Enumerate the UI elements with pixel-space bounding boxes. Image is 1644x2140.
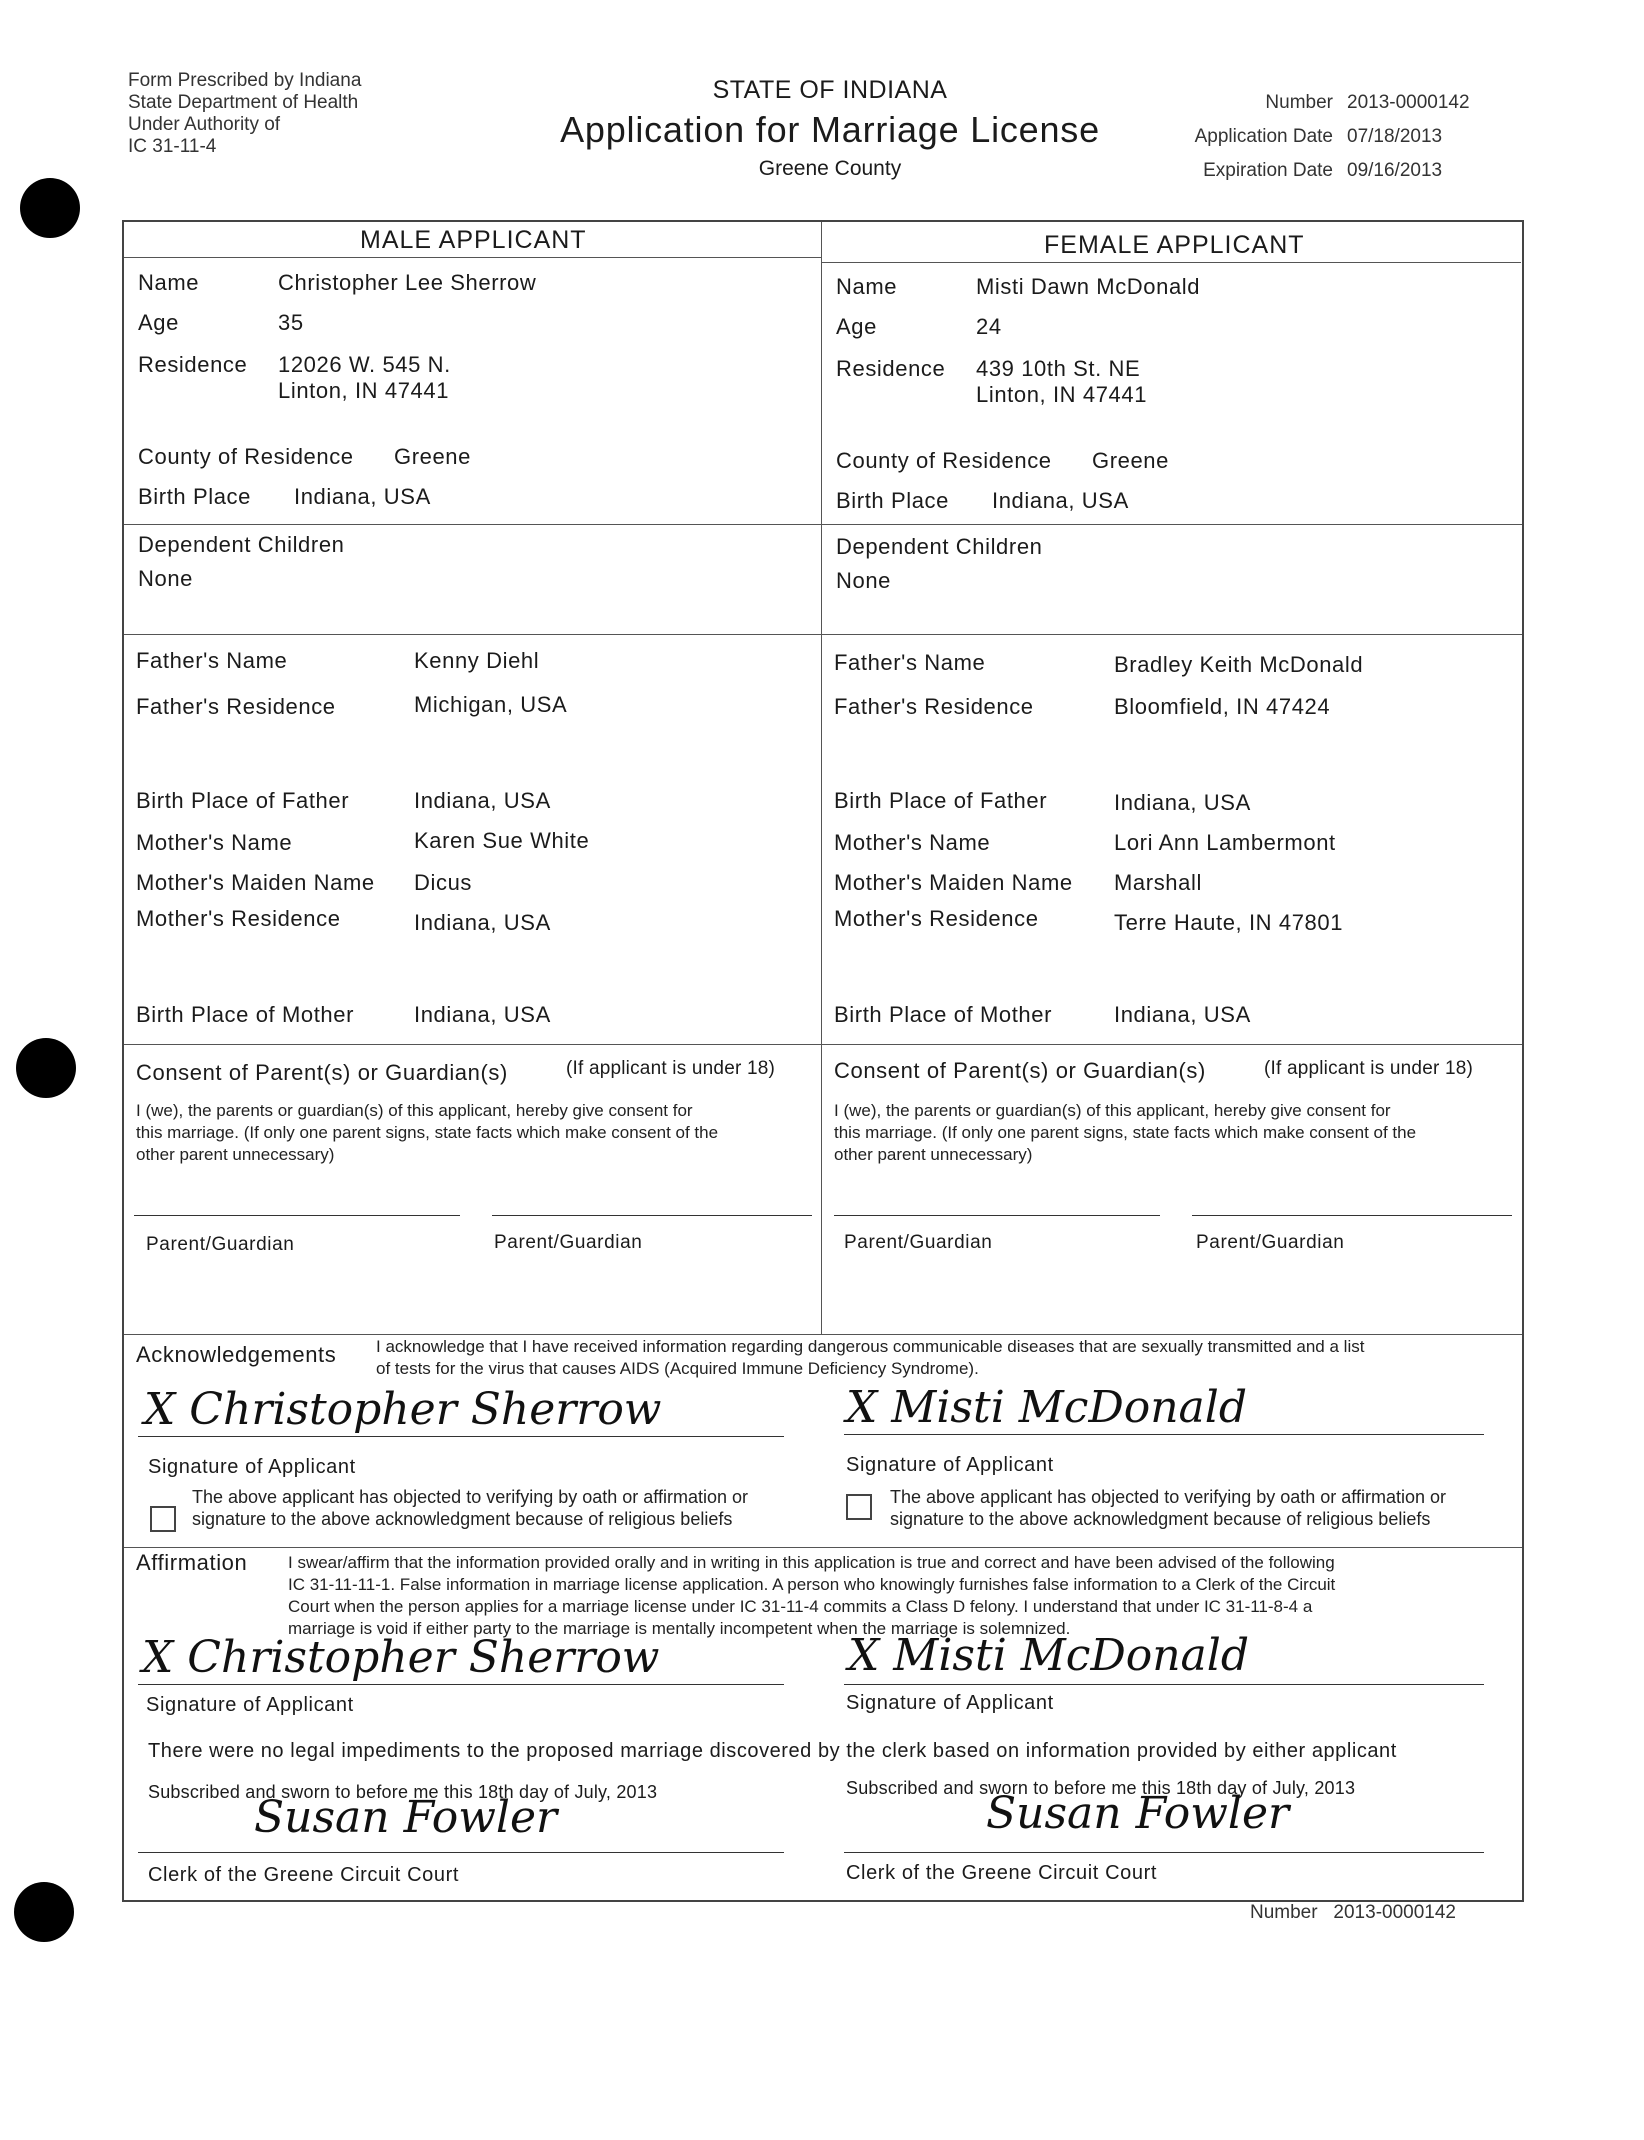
acknowledgements-line: I acknowledge that I have received information regarding dangerous communicable diseases that are sexually transmitted and a list <box>376 1337 1365 1356</box>
male-consent-note: (If applicant is under 18) <box>566 1058 776 1079</box>
male-age-label: Age <box>138 310 179 335</box>
divider <box>124 524 1522 525</box>
female-age: 24 <box>976 314 1002 339</box>
consent-text-line: I (we), the parents or guardian(s) of this applicant, hereby give consent for <box>834 1101 1391 1120</box>
female-religious-objection-checkbox[interactable] <box>846 1494 872 1520</box>
binder-hole-top <box>20 178 80 238</box>
male-affirmation-signature: X Christopher Sherrow <box>142 1632 660 1683</box>
female-parent1-label: Parent/Guardian <box>844 1232 993 1253</box>
female-consent-note: (If applicant is under 18) <box>1264 1058 1474 1079</box>
county-name: Greene County <box>758 157 902 180</box>
objection-line: The above applicant has objected to verifying by oath or affirmation or <box>192 1487 748 1507</box>
male-father-residence-label: Father's Residence <box>136 694 336 719</box>
male-mother-residence-label: Mother's Residence <box>136 906 341 931</box>
male-subscribed-text: Subscribed and sworn to before me this 18th day of July, 2013 <box>148 1782 658 1802</box>
male-age: 35 <box>278 310 304 335</box>
female-clerk-label: Clerk of the Greene Circuit Court <box>846 1862 1158 1884</box>
female-birth-place: Indiana, USA <box>992 488 1129 513</box>
male-mother-name-label: Mother's Name <box>136 830 293 855</box>
divider <box>124 1044 1522 1045</box>
affirmation-line: Court when the person applies for a marriage license under IC 31-11-4 commits a Class D felony. I understand that under IC 31-11-8-4 a <box>288 1597 1313 1616</box>
female-county: Greene <box>1092 448 1169 473</box>
female-parent2-signature-line[interactable] <box>1192 1215 1512 1216</box>
female-affirmation-signature-label: Signature of Applicant <box>846 1692 1054 1714</box>
authority-line: IC 31-11-4 <box>128 136 217 157</box>
affirmation-line: I swear/affirm that the information provided orally and in writing in this application is true and correct and have been advised of the following <box>288 1553 1335 1572</box>
female-mother-maiden-label: Mother's Maiden Name <box>834 870 1073 895</box>
male-residence-label: Residence <box>138 352 248 377</box>
male-ack-signature: X Christopher Sherrow <box>144 1384 662 1435</box>
expiration-date: 09/16/2013 <box>1347 160 1443 181</box>
male-father-name-label: Father's Name <box>136 648 288 673</box>
authority-line: State Department of Health <box>128 92 359 113</box>
consent-text-line: other parent unnecessary) <box>136 1145 335 1164</box>
female-name-label: Name <box>836 274 898 299</box>
male-parent1-label: Parent/Guardian <box>146 1234 295 1255</box>
female-mother-residence: Terre Haute, IN 47801 <box>1114 910 1344 935</box>
divider <box>821 262 1521 263</box>
acknowledgements-line: of tests for the virus that causes AIDS (Acquired Immune Deficiency Syndrome). <box>376 1359 979 1378</box>
affirmation-line: marriage is void if either party to the marriage is mentally incompetent when the marriage is solemnized. <box>288 1619 1071 1638</box>
application-form <box>122 220 1524 1902</box>
female-father-birth: Indiana, USA <box>1114 790 1251 815</box>
female-dependents-label: Dependent Children <box>836 534 1043 559</box>
female-dependents: None <box>836 568 891 593</box>
male-mother-birth-label: Birth Place of Mother <box>136 1002 355 1027</box>
male-consent-heading: Consent of Parent(s) or Guardian(s) <box>136 1060 508 1085</box>
female-consent-heading: Consent of Parent(s) or Guardian(s) <box>834 1058 1206 1083</box>
authority-line: Form Prescribed by Indiana <box>128 70 362 91</box>
form-authority <box>128 70 361 158</box>
female-clerk-signature: Susan Fowler <box>986 1788 1290 1839</box>
application-date-label: Application Date <box>1194 126 1333 147</box>
male-mother-maiden-label: Mother's Maiden Name <box>136 870 375 895</box>
affirmation-line: IC 31-11-11-1. False information in marriage license application. A person who knowingly furnishes false information to a Clerk of the Circuit <box>288 1575 1336 1594</box>
female-ack-signature-line[interactable] <box>844 1434 1484 1435</box>
application-date: 07/18/2013 <box>1347 126 1443 147</box>
female-affirmation-signature-line[interactable] <box>844 1684 1484 1685</box>
female-mother-residence-label: Mother's Residence <box>834 906 1039 931</box>
male-father-residence: Michigan, USA <box>414 692 568 717</box>
male-father-birth: Indiana, USA <box>414 788 551 813</box>
female-father-name: Bradley Keith McDonald <box>1114 652 1364 677</box>
male-affirmation-signature-label: Signature of Applicant <box>146 1694 354 1716</box>
male-religious-objection-checkbox[interactable] <box>150 1506 176 1532</box>
divider <box>124 1334 1522 1335</box>
affirmation-heading: Affirmation <box>136 1550 248 1575</box>
female-subscribed-text: Subscribed and sworn to before me this 18th day of July, 2013 <box>846 1778 1356 1798</box>
divider <box>124 634 1522 635</box>
male-consent-text <box>136 1100 816 1166</box>
divider <box>124 1547 1522 1548</box>
female-county-label: County of Residence <box>836 448 1052 473</box>
male-county: Greene <box>394 444 471 469</box>
female-clerk-signature-line[interactable] <box>844 1852 1484 1853</box>
male-mother-residence: Indiana, USA <box>414 910 551 935</box>
acknowledgements-text <box>376 1336 1516 1380</box>
impediments-statement: There were no legal impediments to the proposed marriage discovered by the clerk based on information provided by either applicant <box>148 1740 1397 1762</box>
male-ack-signature-line[interactable] <box>138 1436 784 1437</box>
footer-number <box>1250 1902 1456 1924</box>
female-ack-signature: X Misti McDonald <box>846 1382 1248 1433</box>
male-objection-text <box>192 1486 748 1530</box>
male-birth-place: Indiana, USA <box>294 484 431 509</box>
male-county-label: County of Residence <box>138 444 354 469</box>
consent-text-line: I (we), the parents or guardian(s) of this applicant, hereby give consent for <box>136 1101 693 1120</box>
objection-line: signature to the above acknowledgment because of religious beliefs <box>192 1509 733 1529</box>
male-mother-maiden: Dicus <box>414 870 473 895</box>
male-dependents-label: Dependent Children <box>138 532 345 557</box>
female-ack-signature-label: Signature of Applicant <box>846 1454 1054 1476</box>
female-mother-name-label: Mother's Name <box>834 830 991 855</box>
female-father-residence-label: Father's Residence <box>834 694 1034 719</box>
female-age-label: Age <box>836 314 877 339</box>
license-number: 2013-0000142 <box>1347 92 1470 113</box>
authority-line: Under Authority of <box>128 114 281 135</box>
number-label: Number <box>1265 92 1333 113</box>
male-residence-line1: 12026 W. 545 N. <box>278 352 451 377</box>
female-parent1-signature-line[interactable] <box>834 1215 1160 1216</box>
female-father-name-label: Father's Name <box>834 650 986 675</box>
female-name: Misti Dawn McDonald <box>976 274 1201 299</box>
consent-text-line: this marriage. (If only one parent signs, state facts which make consent of the <box>136 1123 719 1142</box>
female-residence-line2: Linton, IN 47441 <box>976 382 1148 407</box>
female-mother-maiden: Marshall <box>1114 870 1202 895</box>
page-title: Application for Marriage License <box>560 109 1100 150</box>
male-parent2-signature-line[interactable] <box>492 1215 812 1216</box>
license-info <box>1150 86 1470 188</box>
female-birth-place-label: Birth Place <box>836 488 949 513</box>
male-dependents: None <box>138 566 193 591</box>
female-applicant-heading: FEMALE APPLICANT <box>1044 231 1305 259</box>
male-mother-birth: Indiana, USA <box>414 1002 551 1027</box>
female-affirmation-signature: X Misti McDonald <box>848 1630 1250 1681</box>
male-clerk-label: Clerk of the Greene Circuit Court <box>148 1864 460 1886</box>
male-ack-signature-label: Signature of Applicant <box>148 1456 356 1478</box>
male-mother-name: Karen Sue White <box>414 828 590 853</box>
expiration-date-label: Expiration Date <box>1203 160 1333 181</box>
column-divider <box>821 222 822 1334</box>
female-mother-birth: Indiana, USA <box>1114 1002 1251 1027</box>
consent-text-line: this marriage. (If only one parent signs, state facts which make consent of the <box>834 1123 1417 1142</box>
female-residence-label: Residence <box>836 356 946 381</box>
male-affirmation-signature-line[interactable] <box>138 1684 784 1685</box>
female-consent-text <box>834 1100 1514 1166</box>
binder-hole-bottom <box>14 1882 74 1942</box>
objection-line: The above applicant has objected to verifying by oath or affirmation or <box>890 1487 1446 1507</box>
footer-number-label: Number <box>1250 1902 1318 1923</box>
state-name: STATE OF INDIANA <box>712 76 948 104</box>
acknowledgements-heading: Acknowledgements <box>136 1342 337 1367</box>
divider <box>124 257 821 258</box>
male-parent2-label: Parent/Guardian <box>494 1232 643 1253</box>
footer-number-value: 2013-0000142 <box>1333 1902 1456 1923</box>
female-father-birth-label: Birth Place of Father <box>834 788 1048 813</box>
form-heading <box>500 76 1160 181</box>
male-father-birth-label: Birth Place of Father <box>136 788 350 813</box>
male-clerk-signature-line[interactable] <box>138 1852 784 1853</box>
male-name-label: Name <box>138 270 200 295</box>
male-clerk-signature: Susan Fowler <box>254 1792 558 1843</box>
male-father-name: Kenny Diehl <box>414 648 540 673</box>
affirmation-text <box>288 1552 1508 1640</box>
male-residence-line2: Linton, IN 47441 <box>278 378 450 403</box>
female-objection-text <box>890 1486 1446 1530</box>
objection-line: signature to the above acknowledgment because of religious beliefs <box>890 1509 1431 1529</box>
female-mother-name: Lori Ann Lambermont <box>1114 830 1336 855</box>
male-name: Christopher Lee Sherrow <box>278 270 537 295</box>
binder-hole-middle <box>16 1038 76 1098</box>
female-father-residence: Bloomfield, IN 47424 <box>1114 694 1331 719</box>
male-applicant-heading: MALE APPLICANT <box>360 226 587 254</box>
female-residence-line1: 439 10th St. NE <box>976 356 1141 381</box>
female-mother-birth-label: Birth Place of Mother <box>834 1002 1053 1027</box>
male-parent1-signature-line[interactable] <box>134 1215 460 1216</box>
male-birth-place-label: Birth Place <box>138 484 251 509</box>
female-parent2-label: Parent/Guardian <box>1196 1232 1345 1253</box>
consent-text-line: other parent unnecessary) <box>834 1145 1033 1164</box>
